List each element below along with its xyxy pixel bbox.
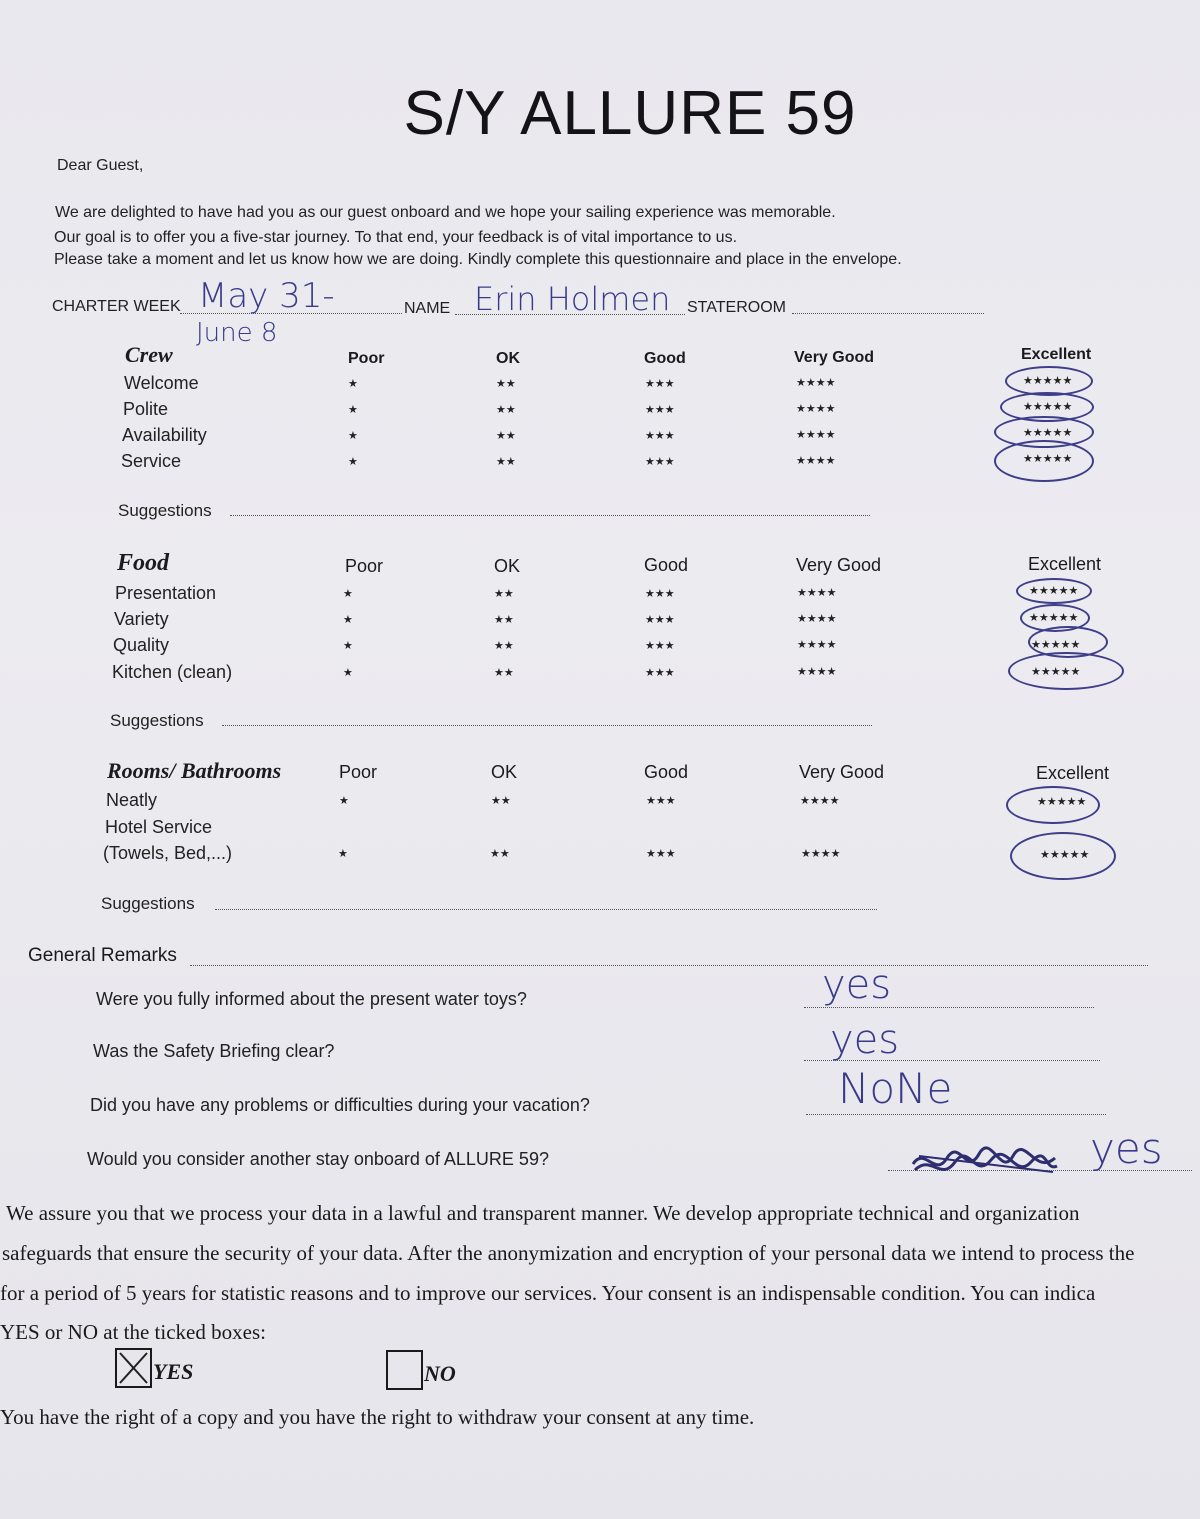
answer-problems-handwritten: NoNe <box>838 1064 953 1113</box>
rooms-neatly-2star[interactable]: ★★ <box>491 795 511 807</box>
food-kitchen-4star[interactable]: ★★★★ <box>797 666 837 678</box>
rooms-towels-4star[interactable]: ★★★★ <box>801 848 841 860</box>
consent-line-4: YES or NO at the ticked boxes: <box>0 1320 266 1344</box>
food-row-kitchen: Kitchen (clean) <box>112 662 233 682</box>
crew-polite-3star[interactable]: ★★★ <box>645 404 675 416</box>
rooms-header-very-good: Very Good <box>799 762 885 782</box>
crew-row-availability: Availability <box>122 425 207 445</box>
general-remarks-line[interactable] <box>190 965 1148 966</box>
checkbox-x-mark-icon <box>117 1350 150 1386</box>
rooms-neatly-circle-mark <box>1006 786 1100 824</box>
rooms-row-towels-bed: (Towels, Bed,...) <box>103 843 233 863</box>
intro-line-3: Please take a moment and let us know how we are doing. Kindly complete this questionnaire and place in the envelope. <box>54 251 902 268</box>
crew-availability-2star[interactable]: ★★ <box>496 430 516 442</box>
intro-line-2: Our goal is to offer you a five-star journey. To that end, your feedback is of vital importance to us. <box>54 229 738 246</box>
consent-line-1: We assure you that we process your data in a lawful and transparent manner. We develop appropriate technical and organization <box>6 1201 1080 1225</box>
crew-service-circle-mark <box>994 440 1094 482</box>
food-quality-3star[interactable]: ★★★ <box>645 640 675 652</box>
rooms-towels-1star[interactable]: ★ <box>338 848 348 860</box>
food-presentation-3star[interactable]: ★★★ <box>645 588 675 600</box>
yes-checkbox[interactable] <box>115 1348 152 1388</box>
food-header-poor: Poor <box>345 556 384 576</box>
crew-welcome-3star[interactable]: ★★★ <box>645 378 675 390</box>
crew-header-very-good: Very Good <box>794 349 875 366</box>
food-row-presentation: Presentation <box>115 583 217 603</box>
food-variety-1star[interactable]: ★ <box>343 614 353 626</box>
crew-availability-3star[interactable]: ★★★ <box>645 430 675 442</box>
crew-welcome-2star[interactable]: ★★ <box>496 378 516 390</box>
food-suggestions-label: Suggestions <box>110 711 204 730</box>
question-water-toys: Were you fully informed about the present water toys? <box>96 989 527 1009</box>
rooms-header-poor: Poor <box>339 762 378 782</box>
answer-another-stay-handwritten: yes <box>1090 1124 1163 1173</box>
rooms-section-title: Rooms/ Bathrooms <box>107 758 282 783</box>
food-kitchen-circle-mark <box>1008 652 1124 690</box>
crew-suggestions-label: Suggestions <box>118 501 212 520</box>
rooms-towels-3star[interactable]: ★★★ <box>646 848 676 860</box>
food-header-very-good: Very Good <box>796 555 882 575</box>
crew-availability-1star[interactable]: ★ <box>348 430 358 442</box>
rooms-row-neatly: Neatly <box>106 790 158 810</box>
rooms-neatly-5star[interactable]: ★★★★★ <box>1037 796 1087 808</box>
food-presentation-2star[interactable]: ★★ <box>494 588 514 600</box>
crew-header-ok: OK <box>496 350 520 367</box>
food-presentation-1star[interactable]: ★ <box>343 588 353 600</box>
crew-row-welcome: Welcome <box>124 373 199 393</box>
crew-availability-4star[interactable]: ★★★★ <box>796 429 836 441</box>
rooms-neatly-3star[interactable]: ★★★ <box>646 795 676 807</box>
food-variety-5star[interactable]: ★★★★★ <box>1029 612 1079 624</box>
consent-line-3: for a period of 5 years for statistic reasons and to improve our services. Your consent is an indispensable condition. You can indica <box>0 1281 1096 1305</box>
food-kitchen-1star[interactable]: ★ <box>343 667 353 679</box>
rooms-suggestions-line[interactable] <box>215 909 877 910</box>
intro-line-1: We are delighted to have had you as our guest onboard and we hope your sailing experience was memorable. <box>55 204 836 221</box>
food-kitchen-5star[interactable]: ★★★★★ <box>1031 666 1081 678</box>
food-kitchen-3star[interactable]: ★★★ <box>645 667 675 679</box>
crew-service-3star[interactable]: ★★★ <box>645 456 675 468</box>
question-another-stay: Would you consider another stay onboard of ALLURE 59? <box>87 1149 549 1169</box>
food-suggestions-line[interactable] <box>222 725 872 726</box>
rooms-neatly-4star[interactable]: ★★★★ <box>800 795 840 807</box>
crew-header-good: Good <box>644 350 686 367</box>
greeting: Dear Guest, <box>57 157 144 174</box>
consent-footer: You have the right of a copy and you have the right to withdraw your consent at any time. <box>0 1405 755 1429</box>
crew-row-polite: Polite <box>123 399 169 419</box>
form-title: S/Y ALLURE 59 <box>403 79 857 148</box>
food-variety-4star[interactable]: ★★★★ <box>797 613 837 625</box>
stateroom-label: STATEROOM <box>687 299 786 316</box>
food-header-good: Good <box>644 555 689 575</box>
answer-safety-briefing-handwritten: yes <box>830 1017 900 1063</box>
rooms-towels-circle-mark <box>1010 832 1116 880</box>
food-presentation-circle-mark <box>1016 578 1092 604</box>
general-remarks-label: General Remarks <box>28 945 177 966</box>
crew-polite-1star[interactable]: ★ <box>348 404 358 416</box>
name-handwritten: Erin Holmen <box>474 280 671 318</box>
rooms-header-ok: OK <box>491 762 518 782</box>
crew-section-title: Crew <box>125 342 173 367</box>
crew-polite-5star[interactable]: ★★★★★ <box>1023 401 1073 413</box>
rooms-row-hotel-service: Hotel Service <box>105 817 213 837</box>
crew-availability-5star[interactable]: ★★★★★ <box>1023 427 1073 439</box>
crew-header-poor: Poor <box>348 350 385 367</box>
food-variety-3star[interactable]: ★★★ <box>645 614 675 626</box>
rooms-towels-2star[interactable]: ★★ <box>490 848 510 860</box>
answer-line-problems[interactable] <box>806 1114 1106 1115</box>
rooms-suggestions-label: Suggestions <box>101 894 195 913</box>
food-quality-1star[interactable]: ★ <box>343 640 353 652</box>
food-kitchen-2star[interactable]: ★★ <box>494 667 514 679</box>
food-header-excellent: Excellent <box>1028 554 1102 574</box>
charter-week-handwritten: May 31- <box>198 276 335 316</box>
food-presentation-4star[interactable]: ★★★★ <box>797 587 837 599</box>
food-quality-4star[interactable]: ★★★★ <box>797 639 837 651</box>
food-row-quality: Quality <box>113 635 170 655</box>
food-row-variety: Variety <box>114 609 169 629</box>
crew-row-service: Service <box>121 451 182 471</box>
crew-service-2star[interactable]: ★★ <box>496 456 516 468</box>
charter-week-handwritten-2: June 8 <box>196 318 278 348</box>
food-section-title: Food <box>117 550 170 576</box>
charter-week-label: CHARTER WEEK <box>52 298 181 315</box>
food-variety-2star[interactable]: ★★ <box>494 614 514 626</box>
food-presentation-5star[interactable]: ★★★★★ <box>1029 585 1079 597</box>
question-safety-briefing: Was the Safety Briefing clear? <box>93 1041 335 1061</box>
crew-suggestions-line[interactable] <box>230 515 870 516</box>
crew-welcome-5star[interactable]: ★★★★★ <box>1023 375 1073 387</box>
food-header-ok: OK <box>494 556 521 576</box>
no-label: NO <box>424 1361 456 1386</box>
rooms-header-excellent: Excellent <box>1036 763 1110 783</box>
crew-polite-4star[interactable]: ★★★★ <box>796 403 836 415</box>
crew-polite-2star[interactable]: ★★ <box>496 404 516 416</box>
crew-welcome-4star[interactable]: ★★★★ <box>796 377 836 389</box>
scribbled-out-mark <box>905 1136 1065 1186</box>
rooms-towels-5star[interactable]: ★★★★★ <box>1040 849 1090 861</box>
answer-water-toys-handwritten: yes <box>822 962 892 1008</box>
stateroom-line[interactable] <box>792 313 984 314</box>
no-checkbox[interactable] <box>386 1350 423 1390</box>
crew-service-1star[interactable]: ★ <box>348 456 358 468</box>
yes-label: YES <box>153 1359 194 1384</box>
question-problems: Did you have any problems or difficulties during your vacation? <box>90 1095 590 1115</box>
name-label: NAME <box>404 300 451 317</box>
crew-service-4star[interactable]: ★★★★ <box>796 455 836 467</box>
rooms-neatly-1star[interactable]: ★ <box>339 795 349 807</box>
food-quality-2star[interactable]: ★★ <box>494 640 514 652</box>
rooms-header-good: Good <box>644 762 689 782</box>
crew-welcome-1star[interactable]: ★ <box>348 378 358 390</box>
food-quality-5star[interactable]: ★★★★★ <box>1031 639 1081 651</box>
consent-line-2: safeguards that ensure the security of your data. After the anonymization and encryption of your personal data we intend to process the <box>2 1241 1135 1265</box>
crew-service-5star[interactable]: ★★★★★ <box>1023 453 1073 465</box>
crew-header-excellent: Excellent <box>1021 346 1092 363</box>
